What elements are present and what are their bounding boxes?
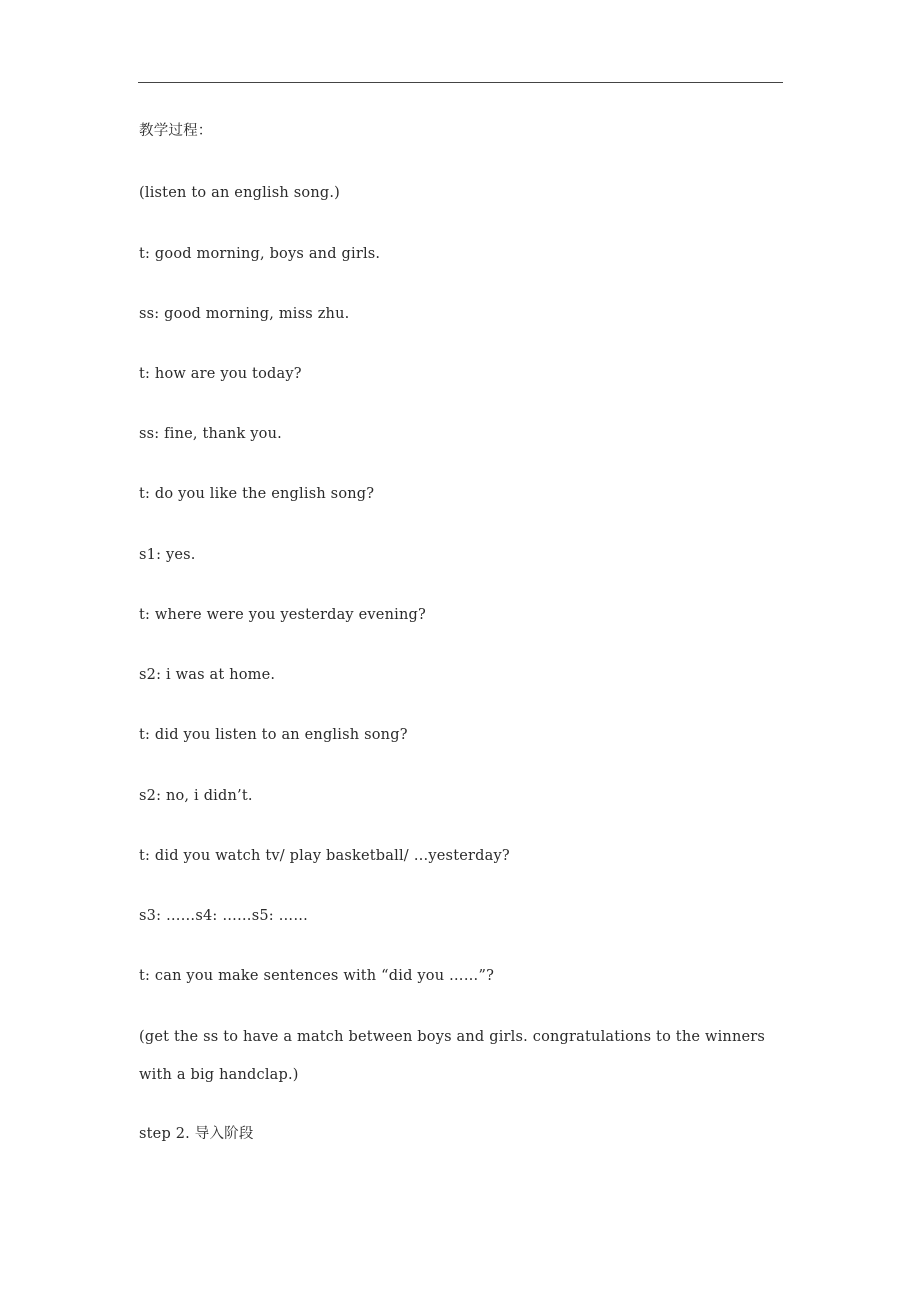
step-heading: step 2. 导入阶段 [139,1126,254,1142]
dialogue-line: s2: i was at home. [139,667,276,683]
dialogue-line: ss: fine, thank you. [139,426,282,442]
dialogue-line: t: good morning, boys and girls. [139,246,381,262]
dialogue-line: t: can you make sentences with “did you ……”? [139,968,495,984]
section-heading: 教学过程： [139,123,213,139]
dialogue-line: s1: yes. [139,547,196,563]
header-rule [138,82,783,83]
dialogue-line: s2: no, i didn’t. [139,788,253,804]
closing-note: (get the ss to have a match between boys and girls. congratulations to the winners with a big handclap.) [139,1029,766,1083]
dialogue-line: t: how are you today? [139,366,302,382]
dialogue-line: (listen to an english song.) [139,185,341,201]
dialogue-line: ss: good morning, miss zhu. [139,306,350,322]
dialogue-line: t: did you watch tv/ play basketball/ …yesterday? [139,848,510,864]
dialogue-line: s3: ……s4: ……s5: …… [139,908,309,924]
dialogue-line: t: did you listen to an english song? [139,727,408,743]
dialogue-line: t: do you like the english song? [139,486,375,502]
dialogue-line: t: where were you yesterday evening? [139,607,426,623]
